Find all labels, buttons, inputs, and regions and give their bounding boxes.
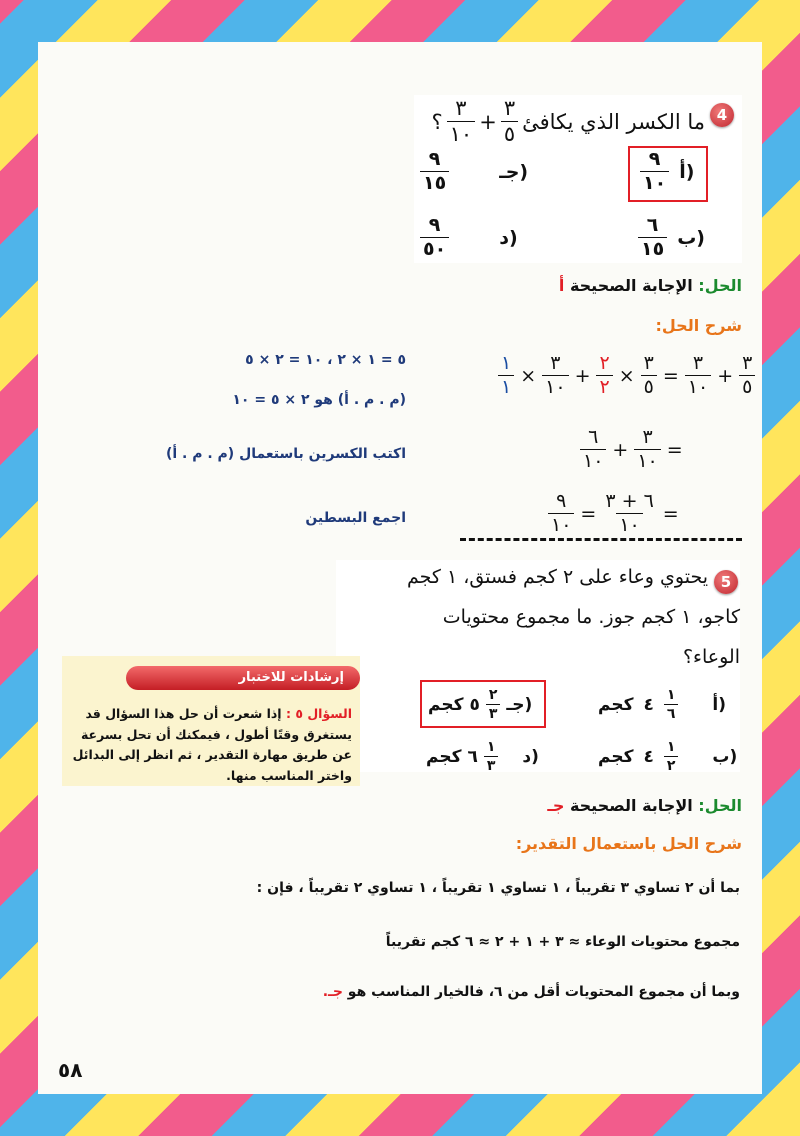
q4-option-d-frac: $\frac{٩}{٥٠}$ <box>420 216 449 259</box>
q4-option-a-label: أ) <box>679 160 695 183</box>
q4-option-c[interactable] <box>420 150 528 193</box>
q5-option-c-whole: ٥ <box>469 694 480 715</box>
q5-option-c-unit: كجم <box>428 694 464 715</box>
q5-option-b-frac: $\frac{١}{٢}$ <box>664 740 679 773</box>
question-4-stem <box>420 98 705 145</box>
q5-line3: الوعاء؟ <box>682 646 740 668</box>
q4-qmark: ؟ <box>431 109 443 134</box>
q5-final-line: وبما أن مجموع المحتويات أقل من ٦، فالخيار المناسب هو جـ. <box>322 984 740 1000</box>
q5-line2: كاجو، ١ كجم جوز. ما مجموع محتويات <box>442 606 740 628</box>
test-tip-title: إرشادات للاختبار <box>126 666 360 690</box>
q5-option-a-whole: ٤ <box>643 694 654 715</box>
q4-frac-b: $\frac{٣}{١٠}$ <box>447 98 476 145</box>
q4-option-d[interactable] <box>420 216 518 259</box>
q4-option-a[interactable] <box>640 150 694 193</box>
q4-option-c-label: جـ) <box>499 160 529 183</box>
question-4-number-badge: 4 <box>710 103 734 127</box>
q4-step2-equation: $\frac{٦}{١٠}$ + $\frac{٣}{١٠}$ = <box>580 428 683 471</box>
test-tip-body: إذا شعرت أن حل هذا السؤال قد يستغرق وقتًا أطول ، فيمكنك أن تحل بسرعة عن طريق مهارة التقدير ، ثم انظر إلى البدائل واختر المناسب منها. <box>72 706 352 783</box>
q4-option-b-label: ب) <box>677 226 705 249</box>
q5-option-d-label: د) <box>522 746 539 767</box>
test-tip-label: السؤال ٥ : <box>285 706 352 721</box>
section-divider <box>460 538 742 541</box>
q5-option-d-frac: $\frac{١}{٣}$ <box>484 740 499 773</box>
q5-option-c-frac: $\frac{٢}{٣}$ <box>486 688 501 721</box>
q5-option-c-label: جـ) <box>506 694 533 715</box>
q4-step3-equation: $\frac{٩}{١٠}$ = $\frac{٦ + ٣}{١٠}$ = <box>548 492 679 535</box>
q5-option-d[interactable] <box>426 740 539 773</box>
q4-option-b[interactable] <box>638 216 705 259</box>
q5-option-a-frac: $\frac{١}{٦}$ <box>664 688 679 721</box>
q4-plus: + <box>479 109 497 134</box>
q5-option-d-whole: ٦ <box>467 746 478 767</box>
q4-stem-text: ما الكسر الذي يكافئ <box>522 109 705 134</box>
question-5-number-badge: 5 <box>714 570 738 594</box>
q5-option-c[interactable] <box>428 688 532 721</box>
q5-line1: يحتوي وعاء على ٢ كجم فستق، ١ كجم <box>406 566 708 588</box>
q5-option-b[interactable] <box>598 740 737 773</box>
q5-option-b-whole: ٤ <box>643 746 654 767</box>
q4-step1-note1: ٥ = ١ × ٢ ، ١٠ = ٢ × ٥ <box>245 352 406 368</box>
q5-option-a-unit: كجم <box>598 694 634 715</box>
q4-frac-a: $\frac{٣}{٥}$ <box>501 98 518 145</box>
q4-option-a-frac: $\frac{٩}{١٠}$ <box>640 150 669 193</box>
q5-estimate-line: بما أن ٢ تساوي ٣ تقريباً ، ١ تساوي ١ تقريباً ، ١ تساوي ٢ تقريباً ، فإن : <box>256 880 740 896</box>
q5-sum-line: مجموع محتويات الوعاء ≈ ٣ + ١ + ٢ ≈ ٦ كجم تقريباً <box>385 934 740 950</box>
q4-step1-note2: (م . م . أ) هو ٢ × ٥ = ١٠ <box>232 392 406 408</box>
q4-step3-note: اجمع البسطين <box>305 510 406 526</box>
q5-option-b-unit: كجم <box>598 746 634 767</box>
q4-explain-label: شرح الحل: <box>655 316 742 335</box>
q5-option-d-unit: كجم <box>426 746 462 767</box>
page-number: ٥٨ <box>58 1058 83 1082</box>
test-tip-box <box>62 656 360 786</box>
q5-option-a[interactable] <box>598 688 726 721</box>
q4-step1-equation: $\frac{١}{١}$ × $\frac{٣}{١٠}$ + $\frac{٢}{٢}$ × $\frac{٣}{٥}$ = $\frac{٣}{١٠}$ + $\frac{٣}{٥}$ <box>498 354 755 397</box>
q5-explain-label: شرح الحل باستعمال التقدير: <box>515 834 742 853</box>
q4-option-c-frac: $\frac{٩}{١٥}$ <box>420 150 449 193</box>
q4-option-d-label: د) <box>499 226 518 249</box>
q5-solution: الحل: الإجابة الصحيحة جـ <box>547 796 742 815</box>
q4-option-b-frac: $\frac{٦}{١٥}$ <box>638 216 667 259</box>
q5-option-b-label: ب) <box>712 746 738 767</box>
q4-solution: الحل: الإجابة الصحيحة أ <box>558 276 742 295</box>
q5-option-a-label: أ) <box>712 694 727 715</box>
test-tip-text <box>68 704 352 787</box>
q4-step2-note: اكتب الكسرين باستعمال (م . م . أ) <box>165 446 406 462</box>
